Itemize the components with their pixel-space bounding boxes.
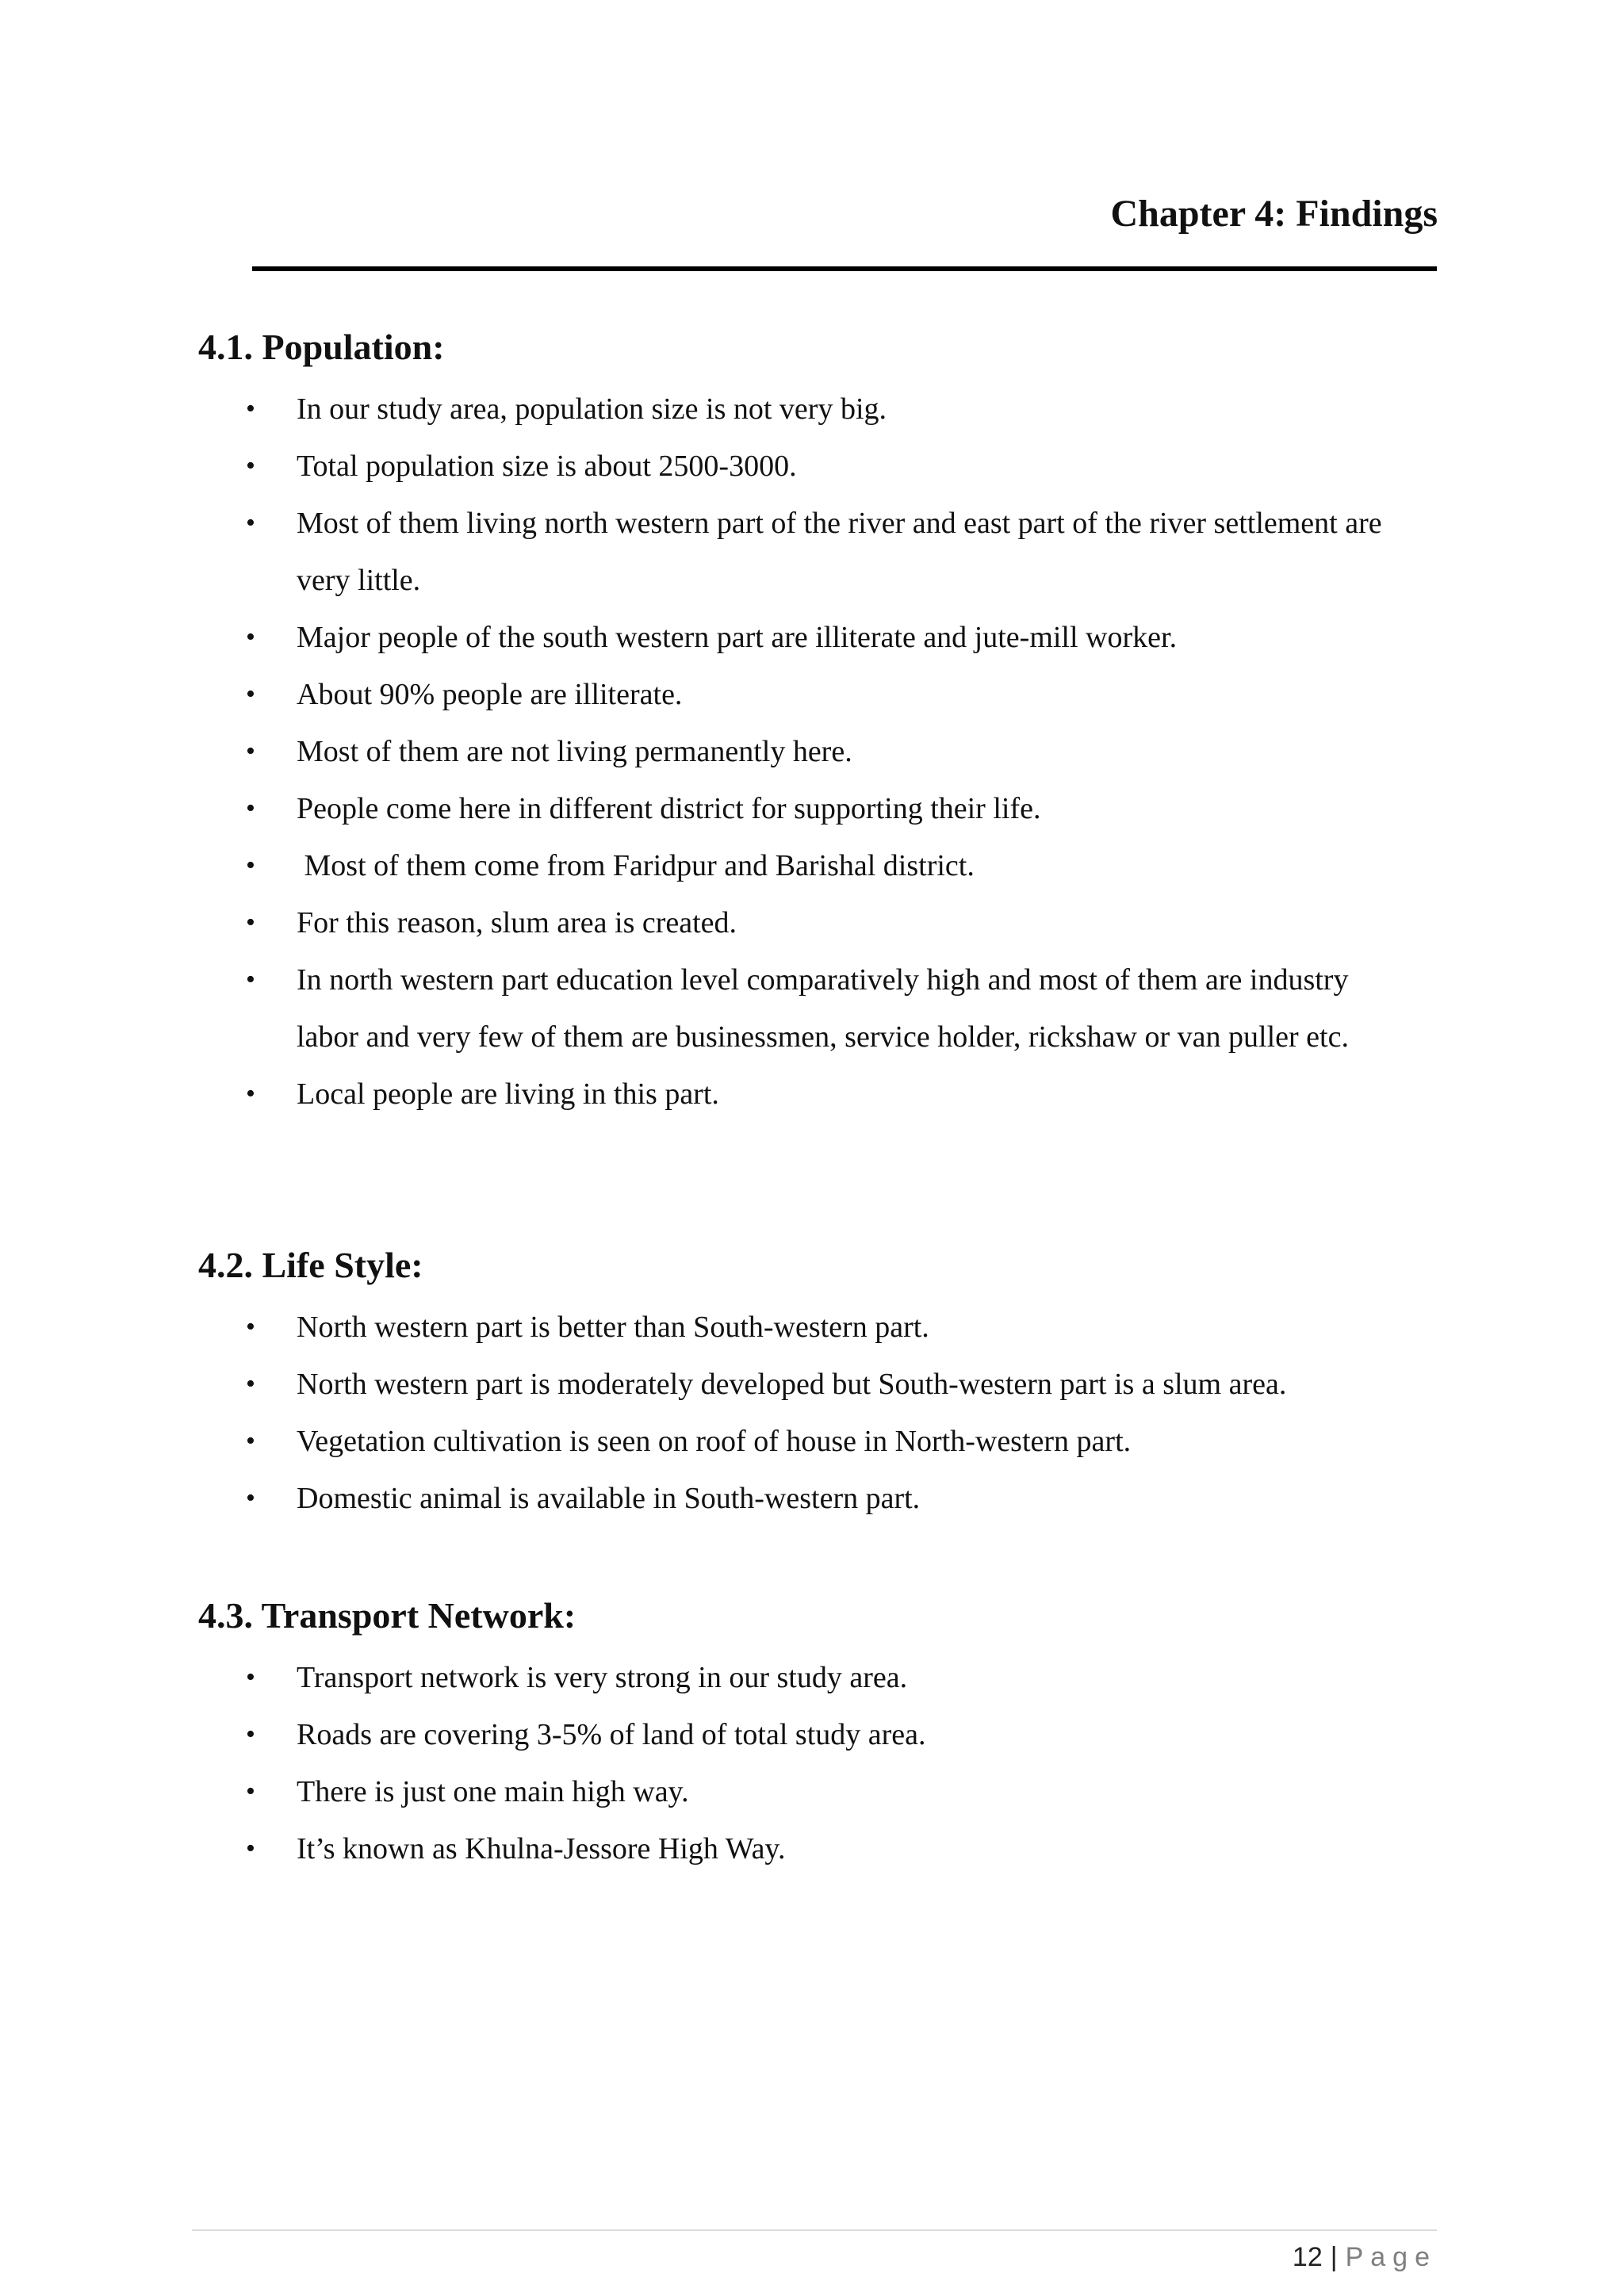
list-item-text: North western part is moderately developed but South-western part is a slum area. bbox=[297, 1368, 1287, 1401]
list-item bbox=[198, 666, 1435, 723]
section-life-style bbox=[198, 1242, 1435, 1527]
bullet-icon: • bbox=[246, 851, 255, 880]
page-number: 12 bbox=[1292, 2242, 1323, 2272]
list-item-text: Most of them living north western part of the river and east part of the river settlement are very little. bbox=[297, 507, 1382, 597]
footer-separator: | bbox=[1330, 2242, 1338, 2272]
bullet-list bbox=[198, 1299, 1435, 1527]
list-item bbox=[198, 894, 1435, 951]
list-item bbox=[198, 438, 1435, 495]
list-item-text: There is just one main high way. bbox=[297, 1775, 689, 1808]
list-item bbox=[198, 1763, 1435, 1820]
list-item-text: Roads are covering 3-5% of land of total study area. bbox=[297, 1718, 926, 1751]
section-population bbox=[198, 323, 1435, 1123]
list-item bbox=[198, 1413, 1435, 1470]
bullet-icon: • bbox=[246, 1426, 255, 1456]
bullet-icon: • bbox=[246, 1777, 255, 1806]
bullet-icon: • bbox=[246, 508, 255, 538]
bullet-icon: • bbox=[246, 1834, 255, 1863]
list-item-text: Most of them are not living permanently here. bbox=[297, 735, 852, 768]
bullet-icon: • bbox=[246, 1369, 255, 1399]
section-heading: 4.1. Population: bbox=[198, 327, 445, 367]
page-label: Page bbox=[1345, 2242, 1437, 2272]
list-item bbox=[198, 495, 1435, 609]
list-item bbox=[198, 951, 1435, 1066]
list-item bbox=[198, 837, 1435, 894]
bullet-list bbox=[198, 381, 1435, 1123]
list-item-text: In our study area, population size is not very big. bbox=[297, 392, 887, 426]
list-item-text: For this reason, slum area is created. bbox=[297, 906, 737, 939]
list-item bbox=[198, 780, 1435, 837]
list-item bbox=[198, 723, 1435, 780]
list-item-text: Major people of the south western part are illiterate and jute-mill worker. bbox=[297, 621, 1178, 654]
list-item bbox=[198, 1706, 1435, 1763]
bullet-icon: • bbox=[246, 451, 255, 480]
header-divider bbox=[252, 266, 1437, 271]
list-item-text: In north western part education level comparatively high and most of them are industry labor and very few of them are businessmen, service holder, rickshaw or van puller etc. bbox=[297, 963, 1349, 1054]
list-item bbox=[198, 1066, 1435, 1123]
bullet-icon: • bbox=[246, 394, 255, 423]
page-footer bbox=[1293, 2237, 1437, 2277]
bullet-icon: • bbox=[246, 1079, 255, 1108]
list-item bbox=[198, 1470, 1435, 1527]
list-item bbox=[198, 1649, 1435, 1706]
list-item bbox=[198, 1820, 1435, 1877]
bullet-icon: • bbox=[246, 1483, 255, 1513]
bullet-icon: • bbox=[246, 965, 255, 994]
bullet-icon: • bbox=[246, 679, 255, 709]
list-item-text: People come here in different district for supporting their life. bbox=[297, 792, 1041, 825]
list-item-text: North western part is better than South-western part. bbox=[297, 1311, 929, 1344]
list-item bbox=[198, 1356, 1435, 1413]
list-item-text: Local people are living in this part. bbox=[297, 1077, 719, 1111]
bullet-icon: • bbox=[246, 1312, 255, 1341]
bullet-icon: • bbox=[246, 1720, 255, 1749]
bullet-icon: • bbox=[246, 622, 255, 652]
footer-divider bbox=[192, 2229, 1437, 2231]
section-transport-network bbox=[198, 1592, 1435, 1877]
bullet-icon: • bbox=[246, 1663, 255, 1692]
list-item-text: Domestic animal is available in South-western part. bbox=[297, 1482, 921, 1515]
list-item bbox=[198, 609, 1435, 666]
bullet-icon: • bbox=[246, 737, 255, 766]
list-item-text: About 90% people are illiterate. bbox=[297, 678, 683, 711]
bullet-list bbox=[198, 1649, 1435, 1877]
list-item bbox=[198, 1299, 1435, 1356]
list-item-text: It’s known as Khulna-Jessore High Way. bbox=[297, 1832, 786, 1866]
bullet-icon: • bbox=[246, 794, 255, 823]
list-item-text: Transport network is very strong in our study area. bbox=[297, 1661, 908, 1694]
list-item-text: Vegetation cultivation is seen on roof of house in North-western part. bbox=[297, 1425, 1132, 1458]
section-heading: 4.3. Transport Network: bbox=[198, 1595, 576, 1636]
list-item-text: Most of them come from Faridpur and Barishal district. bbox=[297, 849, 975, 882]
bullet-icon: • bbox=[246, 908, 255, 937]
section-heading: 4.2. Life Style: bbox=[198, 1245, 423, 1285]
list-item-text: Total population size is about 2500-3000. bbox=[297, 450, 797, 483]
chapter-title: Chapter 4: Findings bbox=[1110, 193, 1438, 235]
list-item bbox=[198, 381, 1435, 438]
